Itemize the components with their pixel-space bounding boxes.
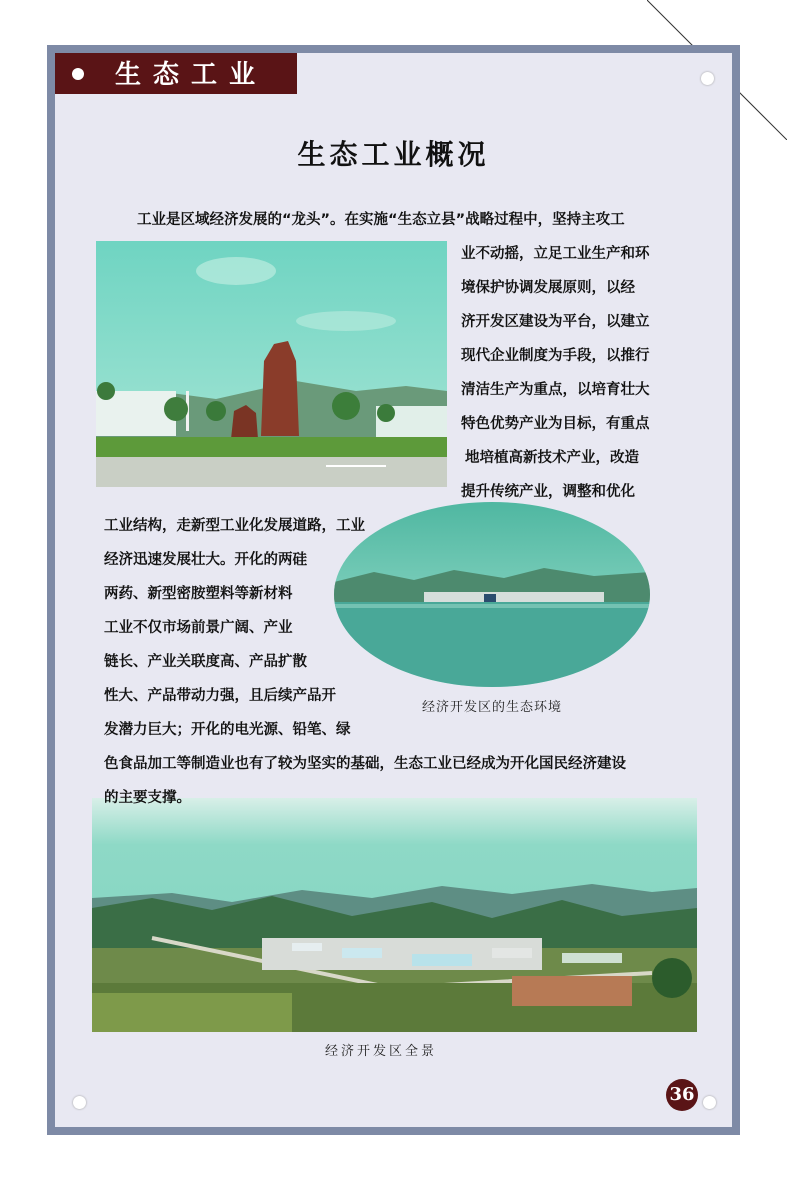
lake-oval-photo [334, 502, 650, 687]
paragraph-line-5: 现代企业制度为手段，以推行 [461, 348, 650, 364]
rivet-bottom-right [703, 1096, 716, 1109]
paragraph-line-16: 发潜力巨大；开化的电光源、铅笔、绿 [104, 722, 351, 738]
paragraph-line-12: 两药、新型密胺塑料等新材料 [104, 586, 293, 602]
rivet-bottom-left [73, 1096, 86, 1109]
paragraph-line-4: 济开发区建设为平台，以建立 [461, 314, 650, 330]
paragraph-line-3: 境保护协调发展原则，以经 [461, 280, 635, 296]
paragraph-line-10: 工业结构，走新型工业化发展道路，工业 [104, 518, 365, 534]
paragraph-line-6: 清洁生产为重点，以培育壮大 [461, 382, 650, 398]
page-number: 36 [666, 1079, 698, 1111]
bullet-dot-icon [72, 68, 84, 80]
caption-panorama-photo: 经济开发区全景 [325, 1044, 438, 1059]
monument-photo [96, 241, 447, 487]
paragraph-line-7: 特色优势产业为目标，有重点 [461, 416, 650, 432]
paragraph-line-2: 业不动摇，立足工业生产和环 [461, 246, 650, 262]
paragraph-line-8: 地培植高新技术产业，改造 [465, 450, 639, 466]
paragraph-line-1: 工业是区域经济发展的“龙头”。在实施“生态立县”战略过程中，坚持主攻工 [137, 212, 625, 228]
paragraph-line-13: 工业不仅市场前景广阔、产业 [104, 620, 293, 636]
page-title: 生态工业概况 [297, 138, 490, 171]
paragraph-line-14: 链长、产业关联度高、产品扩散 [104, 654, 307, 670]
paragraph-line-9: 提升传统产业，调整和优化 [461, 484, 635, 500]
paragraph-line-17: 色食品加工等制造业也有了较为坚实的基础，生态工业已经成为开化国民经济建设 [104, 756, 626, 772]
paragraph-line-18: 的主要支撑。 [104, 790, 191, 806]
paragraph-line-11: 经济迅速发展壮大。开化的两硅 [104, 552, 307, 568]
caption-oval-photo: 经济开发区的生态环境 [422, 700, 563, 715]
section-label: 生态工业 [115, 60, 268, 90]
rivet-top-right [701, 72, 714, 85]
panorama-photo [92, 798, 697, 1032]
paragraph-line-15: 性大、产品带动力强，且后续产品开 [104, 688, 336, 704]
